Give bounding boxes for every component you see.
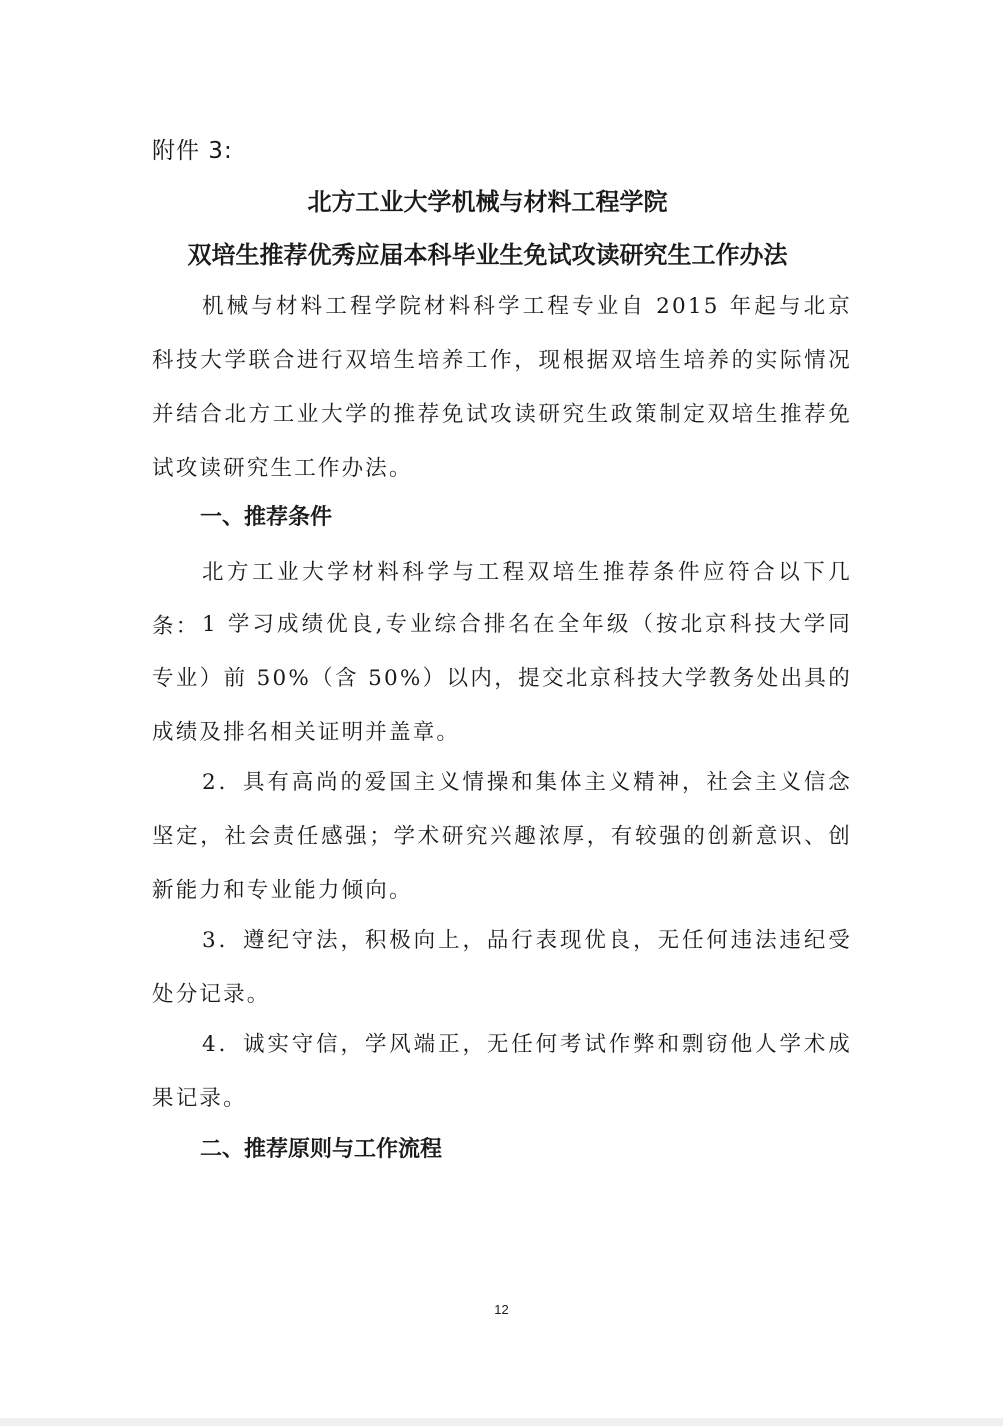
conditions-lead-paragraph: 北方工业大学材料科学与工程双培生推荐条件应符合以下几条： xyxy=(152,560,852,639)
intro-paragraph: 机械与材料工程学院材料科学工程专业自 2015 年起与北京科技大学联合进行双培生培养工作，现根据双培生培养的实际情况并结合北方工业大学的推荐免试攻读研究生政策制定双培生推荐免试攻读研究生工作办法。 xyxy=(152,294,852,481)
condition-item-3: 3．遵纪守法，积极向上，品行表现优良，无任何违法违纪受处分记录。 xyxy=(152,928,852,1007)
document-title-line-1: 北方工业大学机械与材料工程学院 xyxy=(307,188,668,216)
section-heading-conditions: 一、推荐条件 xyxy=(200,505,333,530)
annex-label: 附件 3: xyxy=(152,138,233,164)
condition-item-1: 1 学习成绩优良,专业综合排名在全年级（按北京科技大学同专业）前 50%（含 50%）以内，提交北京科技大学教务处出具的成绩及排名相关证明并盖章。 xyxy=(152,612,852,745)
condition-item-4: 4．诚实守信，学风端正，无任何考试作弊和剽窃他人学术成果记录。 xyxy=(152,1032,852,1111)
section-heading-principles: 二、推荐原则与工作流程 xyxy=(200,1137,443,1162)
page-number: 12 xyxy=(494,1302,509,1317)
condition-item-2: 2．具有高尚的爱国主义情操和集体主义精神，社会主义信念坚定，社会责任感强；学术研究兴趣浓厚，有较强的创新意识、创新能力和专业能力倾向。 xyxy=(152,770,852,903)
document-title-line-2: 双培生推荐优秀应届本科毕业生免试攻读研究生工作办法 xyxy=(187,241,788,269)
